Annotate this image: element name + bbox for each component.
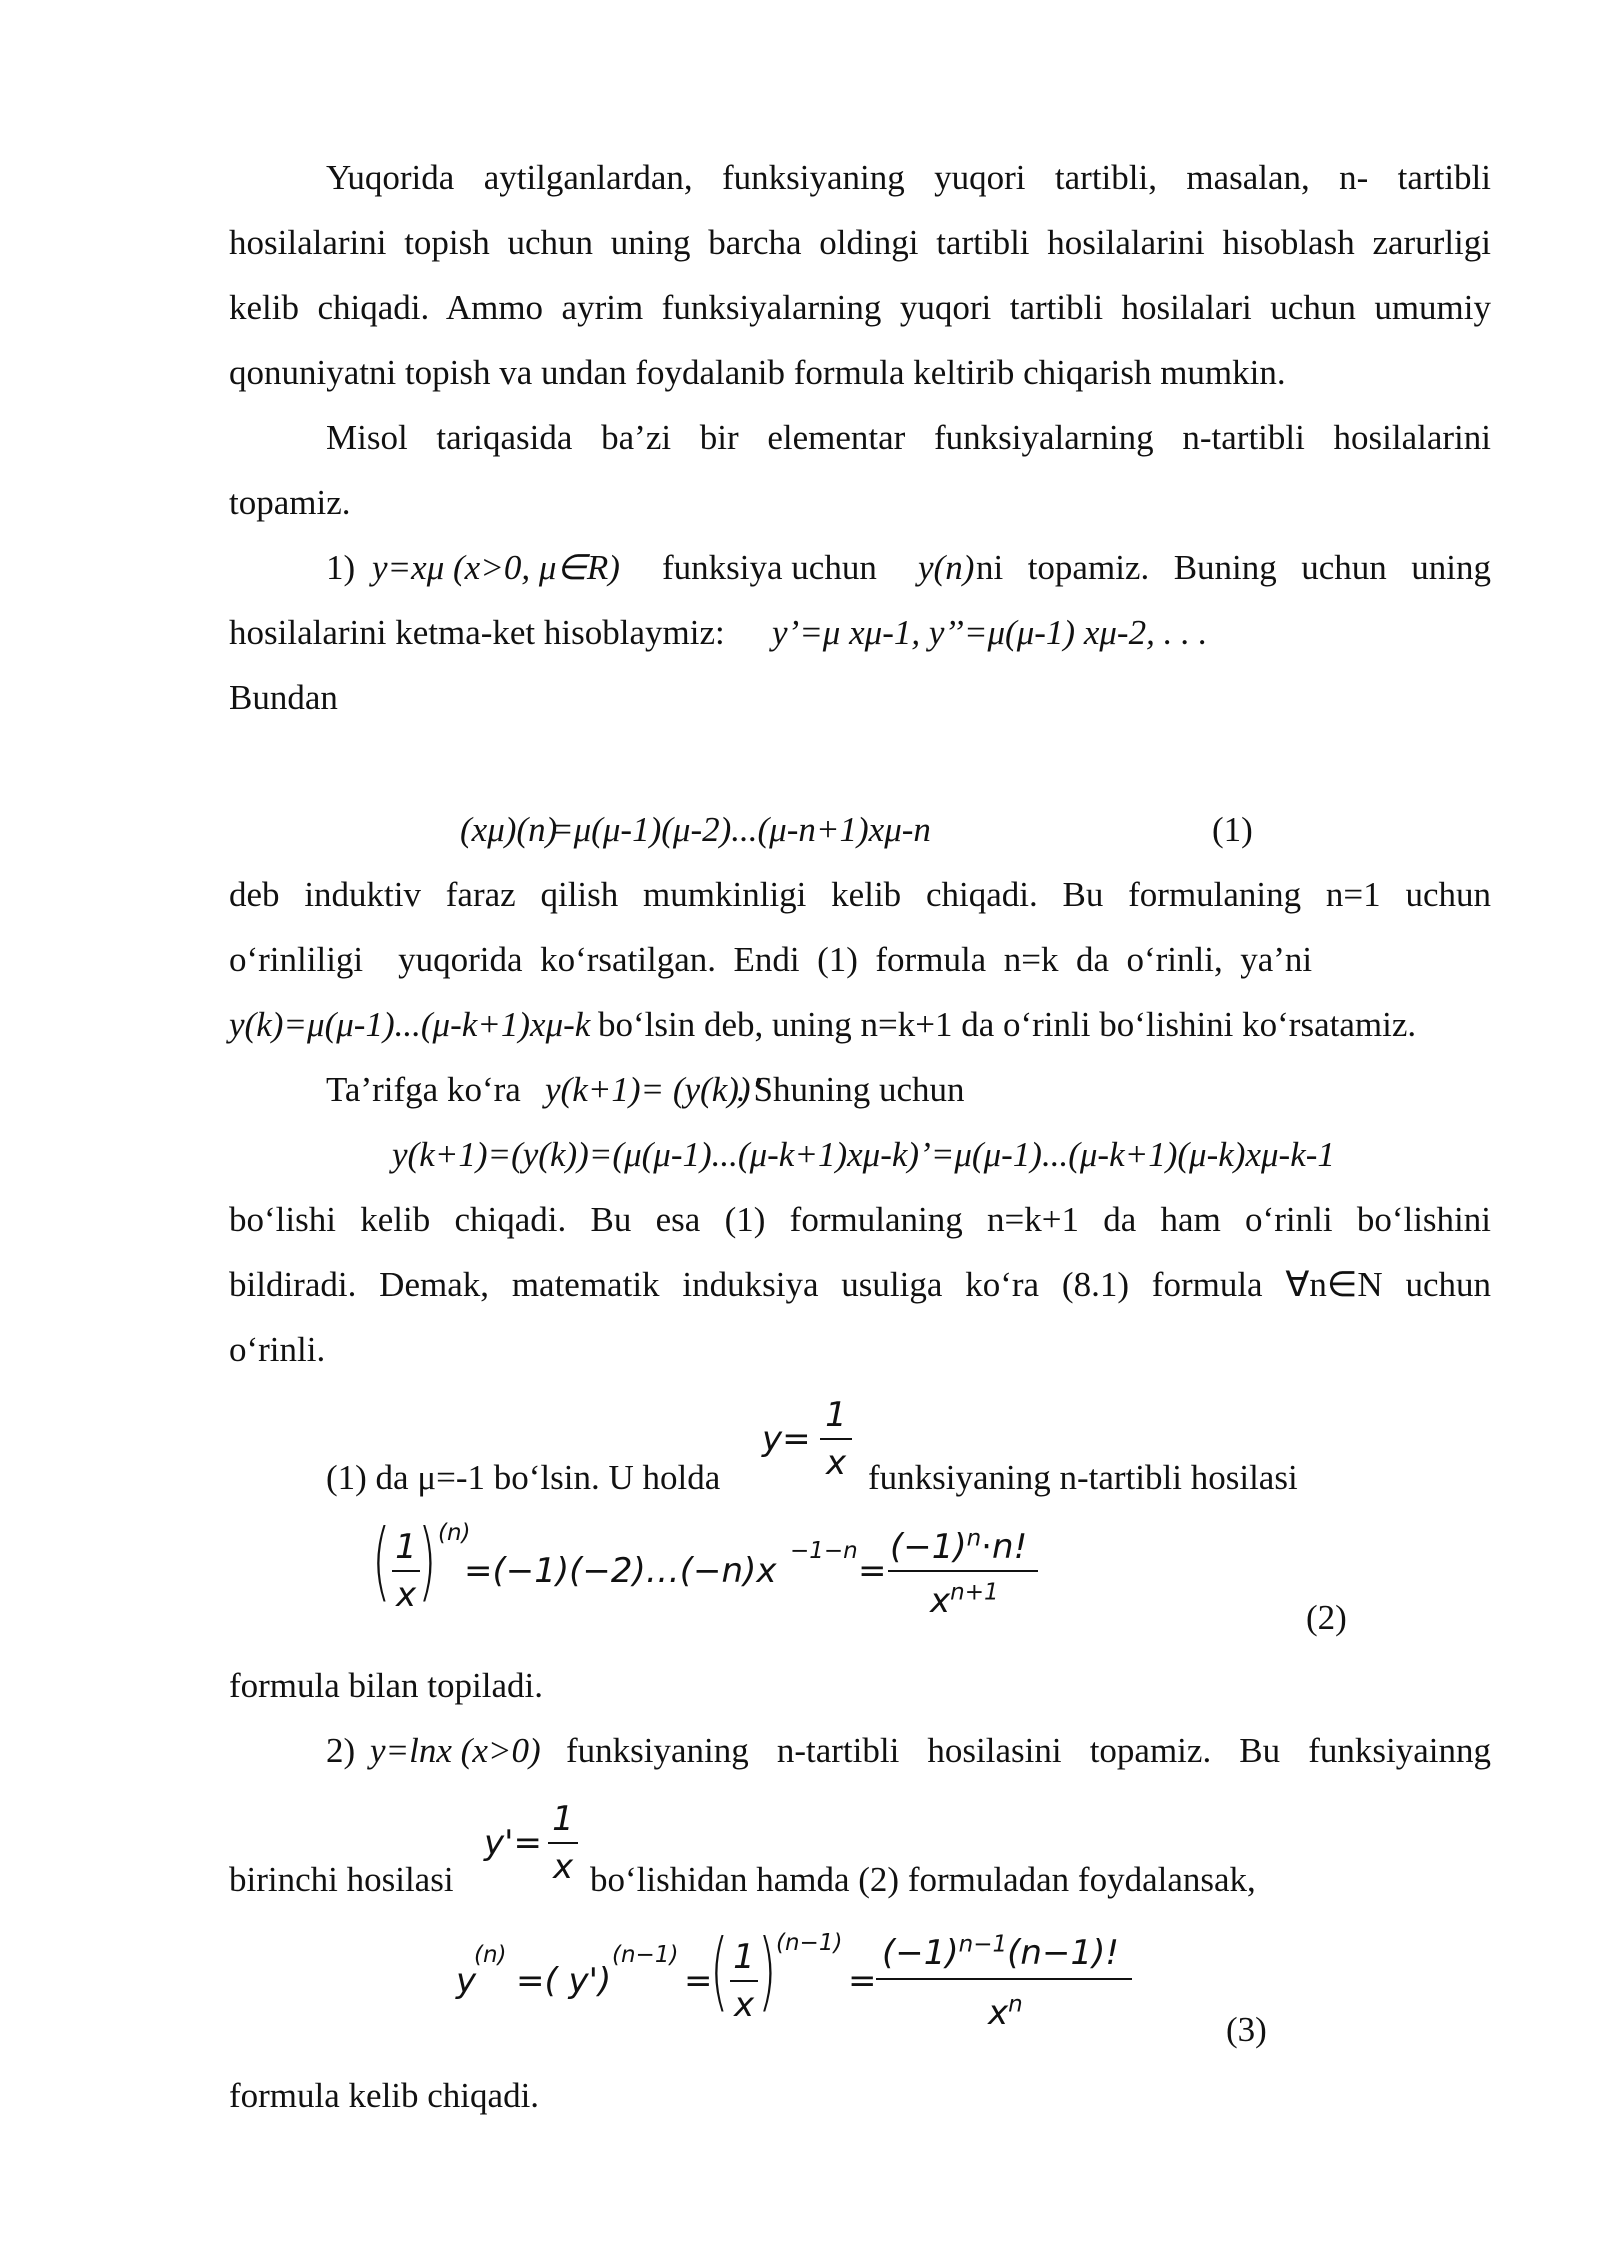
formula3-rhs-num-exp: n−1: [958, 1931, 1008, 1958]
para2-line2: topamiz.: [229, 483, 351, 522]
para5-text-a: (1) da μ=-1 bo‘lsin. U holda: [326, 1458, 721, 1497]
formula2-lhs-exp: (n): [438, 1520, 471, 1546]
formula3-frac-exp: (n−1): [776, 1930, 843, 1956]
para1-line1: Yuqorida aytilganlardan, funksiyaning yuqori tartibli, masalan, n- tartibli: [326, 158, 1491, 197]
formula2-rhs-den: [930, 1579, 999, 1621]
formula1-lhs: (xμ)(n): [460, 810, 558, 849]
para1-line3: kelib chiqadi. Ammo ayrim funksiyalarning yuqori tartibli hosilalari uchun umumiy: [229, 288, 1491, 327]
formula1-rhs: =μ(μ-1)(μ-2)...(μ-n+1)xμ-n: [550, 810, 931, 849]
para6-line3-a: birinchi hosilasi: [229, 1860, 454, 1899]
ex1-line1-formula: y=xμ (x>0, μ∈R): [372, 548, 620, 587]
formula2-lhs-num: 1: [395, 1527, 417, 1567]
para5-y-eq: y=: [762, 1419, 811, 1459]
formula3-lhs: y: [456, 1961, 477, 2001]
formula2-rparen: ): [418, 1511, 437, 1611]
para6-line3-num: 1: [552, 1799, 574, 1839]
para2-line1: Misol tariqasida ba’zi bir elementar funksiyalarning n-tartibli hosilalarini: [326, 418, 1491, 457]
formula2-rhs-den-exp: n+1: [950, 1579, 999, 1606]
formula3-frac-num: 1: [733, 1937, 755, 1977]
formula3-lparen: (: [710, 1921, 729, 2021]
formula3-rhs-den: [988, 1991, 1023, 2033]
formula2-number: (2): [1306, 1598, 1347, 1637]
para3-line5-formula: y(k+1)=(y(k))=(μ(μ-1)...(μ-k+1)xμ-k)’=μ(μ-1)...(μ-k+1)(μ-k)xμ-k-1: [392, 1135, 1335, 1174]
para3-line1: deb induktiv faraz qilish mumkinligi kelib chiqadi. Bu formulaning n=1 uchun: [229, 875, 1491, 914]
ex1-line2-formula: y’=μ xμ-1, y’’=μ(μ-1) xμ-2, . . .: [772, 613, 1208, 652]
para3-line3-formula: y(k)=μ(μ-1)...(μ-k+1)xμ-k: [229, 1005, 591, 1044]
formula2-rhs-bar: [888, 1570, 1038, 1572]
para5-frac-num: 1: [825, 1395, 847, 1435]
formula3-rhs-den-base: x: [988, 1993, 1009, 2033]
formula2-lparen: (: [372, 1511, 391, 1611]
formula3-rparen: ): [758, 1921, 777, 2021]
formula2-rhs-num-exp: n: [966, 1525, 982, 1552]
ex1-line3: Bundan: [229, 678, 338, 717]
para3-line3-text: bo‘lsin deb, uning n=k+1 da o‘rinli bo‘lishini ko‘rsatamiz.: [598, 1005, 1417, 1044]
formula3-eq2: =: [848, 1961, 877, 2001]
formula3-rhs-num-tail: (n−1)!: [1007, 1933, 1119, 1973]
para3-line4-b: . Shuning uchun: [736, 1070, 965, 1109]
para6-line3-den: x: [552, 1847, 574, 1887]
para1-line2: hosilalarini topish uchun uning barcha oldingi tartibli hosilalarini hisoblash zarurligi: [229, 223, 1491, 262]
formula3-rhs-bar: [876, 1978, 1132, 1980]
ex1-line1-c: ni topamiz. Buning uchun uning: [976, 548, 1491, 587]
para6-line2-a: 2): [326, 1731, 356, 1770]
para6-line2-b: funksiyaning n-tartibli hosilasini topamiz. Bu funksiyainng: [566, 1731, 1491, 1770]
formula3-eq1: =: [684, 1961, 713, 2001]
ex1-line1-a: 1): [326, 548, 356, 587]
para6-line2-formula: y=lnx (x>0): [370, 1731, 541, 1770]
formula3-rhs-den-exp: n: [1008, 1991, 1023, 2018]
para4-line2: bildiradi. Demak, matematik induksiya usuliga ko‘ra (8.1) formula ∀n∈N uchun: [229, 1265, 1491, 1304]
ex1-line1-y: y(n): [918, 548, 975, 587]
formula3-lhs-exp: (n): [474, 1942, 507, 1968]
para7-line1: formula kelib chiqadi.: [229, 2076, 540, 2115]
para6-line1: formula bilan topiladi.: [229, 1666, 543, 1705]
formula2-rhs-num-tail: ⋅n!: [981, 1527, 1028, 1567]
formula3-mid-exp: (n−1): [612, 1942, 679, 1968]
para3-line4-a: Ta’rifga ko‘ra: [326, 1070, 521, 1109]
formula2-rhs-num-base: (−1): [890, 1527, 967, 1567]
formula3-rhs-num-base: (−1): [882, 1933, 959, 1973]
formula3-frac-bar: [730, 1980, 758, 1982]
ex1-line1-b: funksiya uchun: [662, 548, 877, 587]
para4-line3: o‘rinli.: [229, 1330, 326, 1369]
formula2-lhs-den: x: [395, 1575, 417, 1615]
para6-line3-b: bo‘lishidan hamda (2) formuladan foydalansak,: [590, 1860, 1256, 1899]
formula2-rhs-num: [890, 1525, 1028, 1567]
formula2-eq: =: [858, 1551, 887, 1591]
para6-line3-y: y'=: [484, 1823, 542, 1863]
formula2-lhs-bar: [392, 1570, 420, 1572]
formula3-number: (3): [1226, 2010, 1267, 2049]
ex1-line2-a: hosilalarini ketma-ket hisoblaymiz:: [229, 613, 725, 652]
formula2-middle-exp: −1−n: [790, 1538, 858, 1564]
formula2-rhs-den-base: x: [930, 1581, 951, 1621]
para1-line4: qonuniyatni topish va undan foydalanib formula keltirib chiqarish mumkin.: [229, 353, 1286, 392]
para5-frac-den: x: [825, 1443, 847, 1483]
formula3-frac-den: x: [733, 1985, 755, 2025]
para5-text-b: funksiyaning n-tartibli hosilasi: [868, 1458, 1298, 1497]
formula1-number: (1): [1212, 810, 1253, 849]
para6-line3-bar: [548, 1842, 578, 1844]
para4-line1: bo‘lishi kelib chiqadi. Bu esa (1) formulaning n=k+1 da ham o‘rinli bo‘lishini: [229, 1200, 1491, 1239]
para5-frac-bar: [820, 1438, 852, 1440]
formula3-rhs-num: [882, 1931, 1119, 1973]
para3-line2: o‘rinliligi yuqorida ko‘rsatilgan. Endi (1) formula n=k da o‘rinli, ya’ni: [229, 940, 1313, 979]
formula2-middle: =(−1)(−2)…(−n)x: [464, 1551, 777, 1591]
para3-line4-formula: y(k+1)= (y(k))’: [545, 1070, 763, 1109]
formula3-mid: =( y'): [516, 1961, 612, 2001]
